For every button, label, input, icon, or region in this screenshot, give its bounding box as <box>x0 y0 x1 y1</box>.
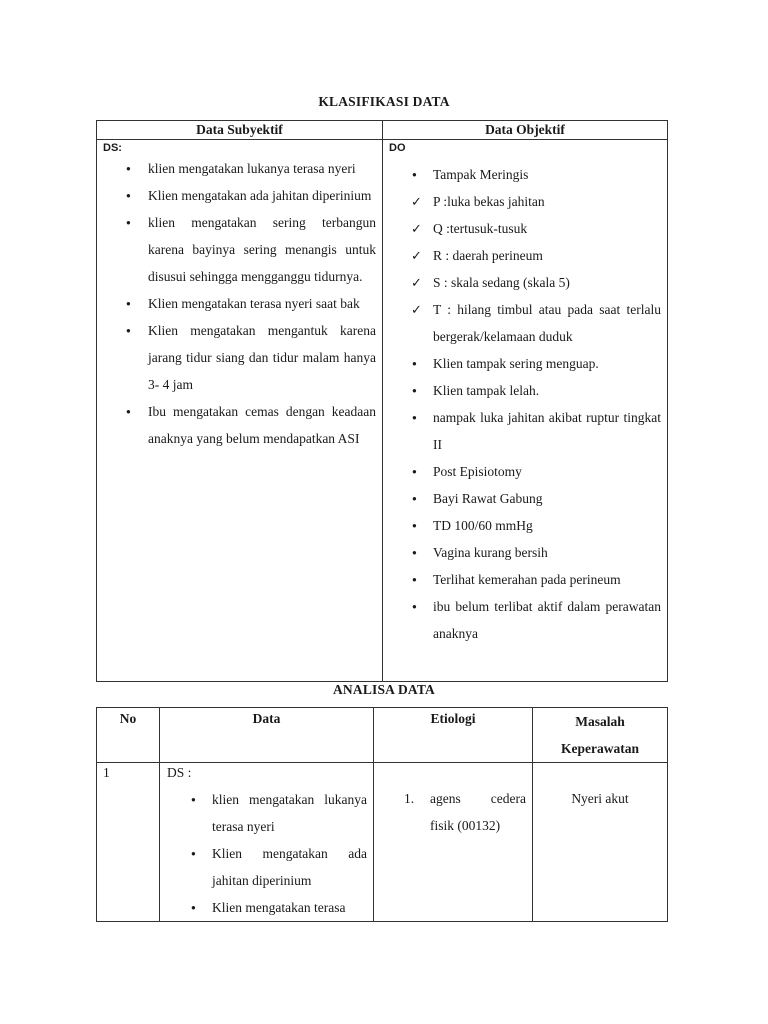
objektif-item <box>383 404 667 458</box>
objektif-item-text: Q :tertusuk-tusuk <box>433 221 528 236</box>
header-etiologi: Etiologi <box>374 708 533 763</box>
analisa-data-item <box>160 840 373 894</box>
row-data-cell <box>160 763 374 922</box>
subjektif-item <box>97 317 382 398</box>
col-header-objektif: Data Objektif <box>383 121 668 140</box>
objektif-item-text: S : skala sedang (skala 5) <box>433 275 570 290</box>
subjektif-item <box>97 182 382 209</box>
objektif-item <box>383 350 667 377</box>
objektif-item-text: Terlihat kemerahan pada perineum <box>433 572 621 587</box>
etiologi-number: 1. <box>404 791 415 806</box>
subjektif-item-text: Klien mengatakan mengantuk karena jarang tidur siang dan tidur malam hanya 3- 4 jam <box>148 323 376 392</box>
analisa-data-item-text: klien mengatakan lukanya terasa nyeri <box>212 792 367 834</box>
objektif-item <box>383 377 667 404</box>
row-number: 1 <box>97 763 160 922</box>
bullet-icon: ● <box>412 386 417 395</box>
objektif-item-text: T : hilang timbul atau pada saat terlalu bergerak/kelamaan duduk <box>433 302 661 344</box>
objektif-item <box>383 539 667 566</box>
header-data: Data <box>160 708 374 763</box>
bullet-icon: ● <box>412 170 417 179</box>
bullet-icon: ● <box>191 849 196 858</box>
bullet-icon: ● <box>126 299 131 308</box>
bullet-icon: ● <box>126 407 131 416</box>
header-no: No <box>97 708 160 763</box>
objektif-item <box>383 188 667 215</box>
analisa-data-item <box>160 894 373 921</box>
check-icon: ✓ <box>411 194 422 209</box>
col-header-subjektif: Data Subyektif <box>97 121 383 140</box>
row-masalah-cell <box>533 763 668 922</box>
objektif-item <box>383 269 667 296</box>
objektif-item <box>383 485 667 512</box>
check-icon: ✓ <box>411 302 422 317</box>
objektif-item-text: Klien tampak lelah. <box>433 383 540 398</box>
subjektif-cell <box>97 140 383 682</box>
objektif-item-text: Vagina kurang bersih <box>433 545 548 560</box>
objektif-item-text: TD 100/60 mmHg <box>433 518 533 533</box>
analisa-title: ANALISA DATA <box>332 682 436 697</box>
subjektif-item-text: klien mengatakan lukanya terasa nyeri <box>148 161 356 176</box>
bullet-icon: ● <box>412 494 417 503</box>
row-etiologi-cell <box>374 763 533 922</box>
subjektif-item <box>97 398 382 452</box>
bullet-icon: ● <box>412 548 417 557</box>
etiologi-text: agens cedera fisik (00132) <box>430 791 526 833</box>
objektif-item-text: nampak luka jahitan akibat ruptur tingkat II <box>433 410 661 452</box>
objektif-item-text: Klien tampak sering menguap. <box>433 356 599 371</box>
objektif-item <box>383 161 667 188</box>
analisa-data-item-text: Klien mengatakan terasa <box>212 900 346 915</box>
objektif-item <box>383 566 667 593</box>
subjektif-item-text: Ibu mengatakan cemas dengan keadaan anaknya yang belum mendapatkan ASI <box>148 404 376 446</box>
check-icon: ✓ <box>411 275 422 290</box>
objektif-item <box>383 512 667 539</box>
bullet-icon: ● <box>191 795 196 804</box>
ds-label: DS: <box>103 142 122 154</box>
bullet-icon: ● <box>412 413 417 422</box>
bullet-icon: ● <box>412 521 417 530</box>
objektif-cell <box>383 140 668 682</box>
bullet-icon: ● <box>191 903 196 912</box>
bullet-icon: ● <box>412 575 417 584</box>
row-ds-label: DS : <box>167 765 192 780</box>
do-label: DO <box>389 142 406 154</box>
subjektif-item-text: Klien mengatakan terasa nyeri saat bak <box>148 296 360 311</box>
subjektif-item-text: Klien mengatakan ada jahitan diperinium <box>148 188 372 203</box>
objektif-list <box>383 161 667 647</box>
subjektif-item <box>97 155 382 182</box>
analisa-table <box>96 707 668 922</box>
bullet-icon: ● <box>126 191 131 200</box>
bullet-icon: ● <box>412 467 417 476</box>
header-masalah: Masalah Keperawatan <box>533 708 668 763</box>
objektif-item <box>383 593 667 647</box>
objektif-item-text: Tampak Meringis <box>433 167 529 182</box>
analisa-data-item <box>160 786 373 840</box>
analisa-data-list <box>160 786 373 921</box>
bullet-icon: ● <box>126 218 131 227</box>
objektif-item-text: P :luka bekas jahitan <box>433 194 545 209</box>
klasifikasi-table <box>96 120 668 682</box>
subjektif-item-text: klien mengatakan sering terbangun karena bayinya sering menangis untuk disusui sehingga mengganggu tidurnya. <box>148 215 376 284</box>
check-icon: ✓ <box>411 248 422 263</box>
klasifikasi-title: KLASIFIKASI DATA <box>318 94 450 109</box>
masalah-text: Nyeri akut <box>571 791 629 806</box>
subjektif-item <box>97 209 382 290</box>
objektif-item-text: Bayi Rawat Gabung <box>433 491 543 506</box>
check-icon: ✓ <box>411 221 422 236</box>
bullet-icon: ● <box>412 602 417 611</box>
objektif-item-text: R : daerah perineum <box>433 248 543 263</box>
subjektif-item <box>97 290 382 317</box>
objektif-item <box>383 215 667 242</box>
bullet-icon: ● <box>126 326 131 335</box>
objektif-item-text: ibu belum terlibat aktif dalam perawatan anaknya <box>433 599 661 641</box>
objektif-item-text: Post Episiotomy <box>433 464 522 479</box>
objektif-item <box>383 242 667 269</box>
objektif-item <box>383 458 667 485</box>
subjektif-list <box>97 155 382 452</box>
objektif-item <box>383 296 667 350</box>
analisa-data-item-text: Klien mengatakan ada jahitan diperinium <box>212 846 367 888</box>
bullet-icon: ● <box>412 359 417 368</box>
bullet-icon: ● <box>126 164 131 173</box>
